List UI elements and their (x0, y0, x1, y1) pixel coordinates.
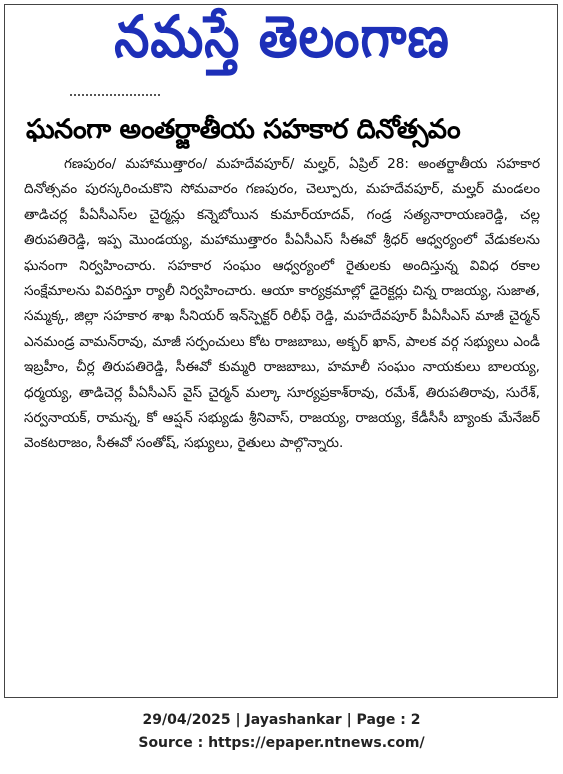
edition-info: 29/04/2025 | Jayashankar | Page : 2 (142, 712, 421, 728)
article-headline: ఘనంగా అంతర్జాతీయ సహకార దినోత్సవం (26, 114, 461, 145)
source-link[interactable]: Source : https://epaper.ntnews.com/ (138, 735, 425, 751)
article-body-text: గణపురం/ మహాముత్తారం/ మహదేవపూర్/ మల్హర్, ఏప్రిల్ 28: అంతర్జాతీయ సహకార దినోత్సవం పురస్కరించుకొని సోమవారం గణపురం, చెల్పూరు, మహదేవపూర్, మల్హర్ మండలం తాడిచర్ల పీఏసీఎస్‌ల చైర్మన్లు కన్నెబోయిన కుమార్‌యాదవ్, గండ్ర సత్యనారాయణరెడ్డి, చల్ల తిరుపతిరెడ్డి, ఇప్ప మొండయ్య, మహాముత్తారం పీఏసీఎస్ సీఈవో శ్రీధర్ ఆధ్వర్యంలో వేడుకలను ఘనంగా నిర్వహించారు. సహకార సంఘం ఆధ్వర్యంలో రైతులకు అందిస్తున్న వివిధ రకాల సంక్షేమాలను వివరిస్తూ ర్యాలీ నిర్వహించారు. ఆయా కార్యక్రమాల్లో డైరెక్టర్లు చిన్న రాజయ్య, సుజాత, సమ్మక్క, జిల్లా సహకార శాఖ సీనియర్ ఇన్‌స్పెక్టర్ రిలీఫ్ రెడ్డి, మహదేవపూర్ పీఏసీఎస్ మాజీ చైర్మన్ ఎనమండ్ర వామన్‌రావు, మాజీ సర్పంచులు కోట రాజబాబు, అక్బర్ ఖాన్, పాలక వర్గ సభ్యులు ఎండీ ఇబ్రహీం, చీర్ల తిరుపతిరెడ్డి, సీఈవో కుమ్మరి రాజబాబు, హమాలీ సంఘం నాయకులు బాలయ్య, ధర్మయ్య, తాడిచెర్ల పీఏసీఎస్ వైస్ చైర్మన్ మల్కా సూర్యప్రకాశ్‌రావు, రమేశ్, తిరుపతిరావు, సురేశ్, సర్వనాయక్, రామన్న, కో ఆప్షన్ సభ్యుడు శ్రీనివాస్, రాజయ్య, రాజయ్య, కేడీసీసీ బ్యాంకు మేనేజర్ వెంకటరాజం, సీఈవో సంతోష్, సభ్యులు, రైతులు పాల్గొన్నారు. (24, 156, 540, 452)
masthead-title: నమస్తే తెలంగాణ (114, 3, 450, 70)
article-body (24, 152, 540, 612)
clipped-text-fragment (70, 94, 160, 102)
newspaper-masthead (18, 3, 546, 78)
